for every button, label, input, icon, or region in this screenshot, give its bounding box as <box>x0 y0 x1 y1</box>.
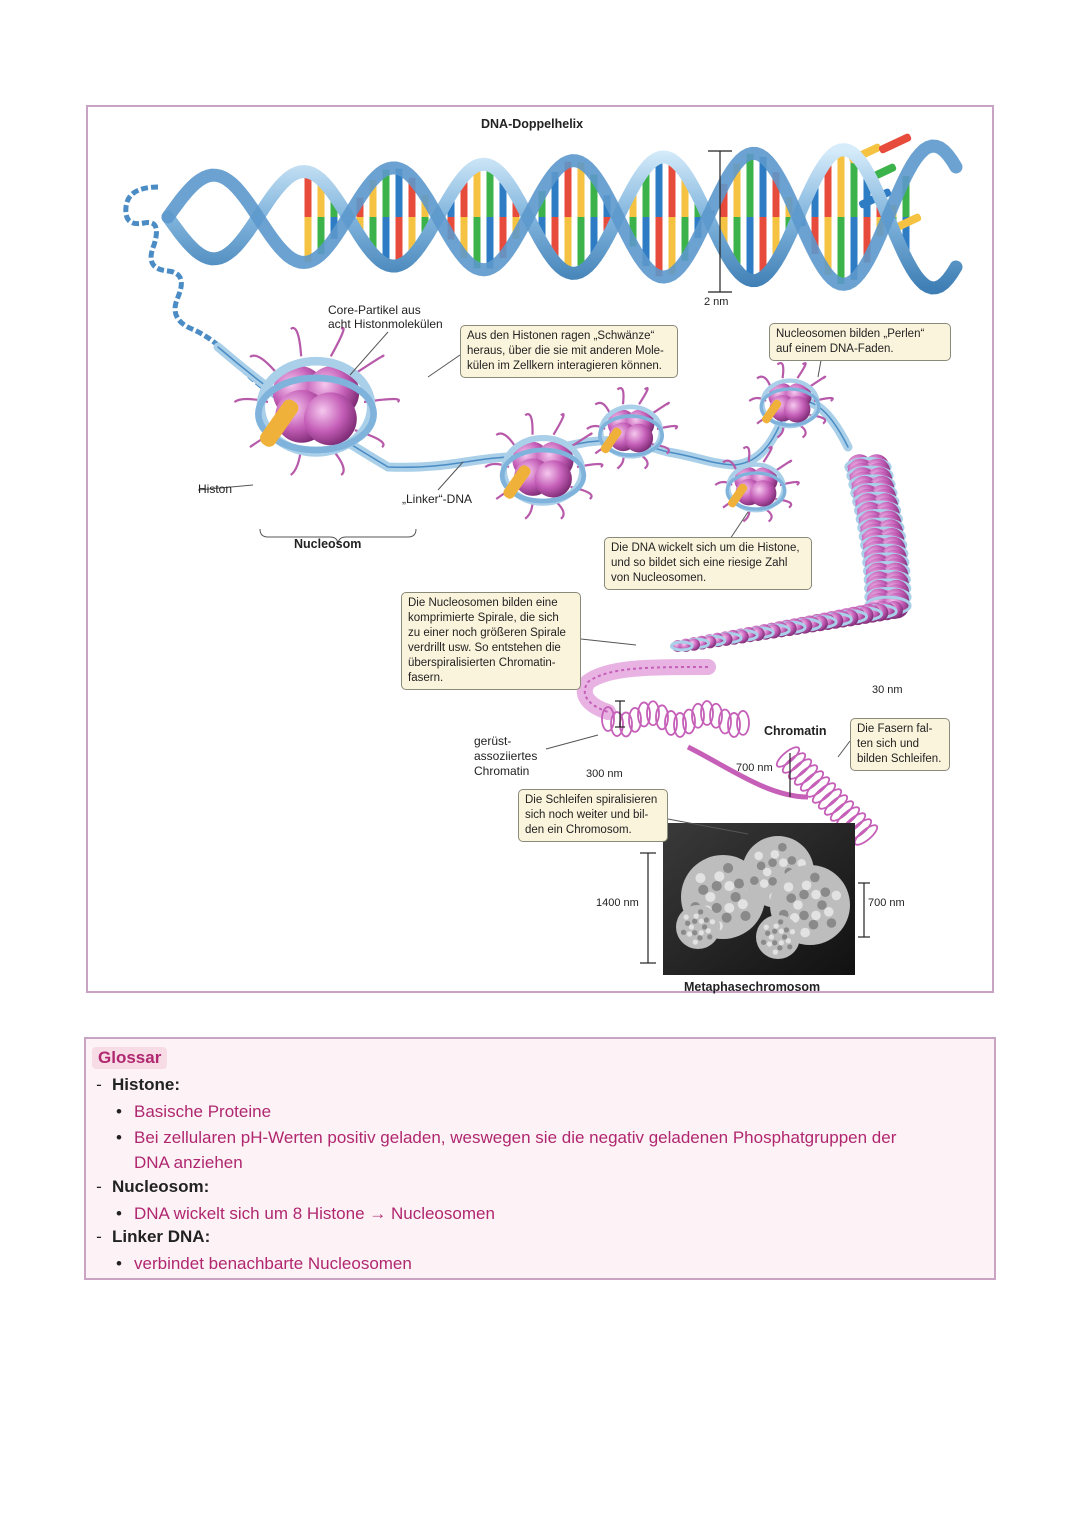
helix-title: DNA-Doppelhelix <box>481 117 584 131</box>
glossary-term-histone: - Histone: <box>96 1075 180 1094</box>
glossary-box <box>84 1037 996 1280</box>
glossary-title: Glossar <box>92 1047 167 1069</box>
glossary-term-linker-dna: - Linker DNA: <box>96 1227 211 1246</box>
label-chromatin: Chromatin <box>764 724 827 738</box>
label-scaffold-1: gerüst- <box>474 734 512 748</box>
label-700nm-b: 700 nm <box>868 897 905 909</box>
callout-spiral: Die Nucleosomen bilden eine komprimierte Spirale, die sich zu einer noch größeren Spirale verdrillt usw. So entstehen die überspiralisierten Chromatin- fasern. <box>401 592 581 690</box>
label-metaphase: Metaphasechromosom <box>684 980 821 994</box>
label-nucleosom: Nucleosom <box>294 537 362 551</box>
glossary-item: • Bei zellularen pH-Werten positiv geladen, weswegen sie die negativ geladenen Phosphatgruppen der DNA anziehen <box>116 1128 897 1172</box>
label-linker-dna: „Linker“-DNA <box>402 492 473 506</box>
label-2nm: 2 nm <box>704 296 729 308</box>
figure-frame <box>86 105 994 993</box>
callout-wrap: Die DNA wickelt sich um die Histone, und so bildet sich eine riesige Zahl von Nucleosomen. <box>604 537 812 590</box>
glossary-term-nucleosom: - Nucleosom: <box>96 1177 210 1196</box>
label-core-particle-1: Core-Partikel aus <box>328 303 421 317</box>
metaphase-chromosome-photo <box>663 823 855 975</box>
label-core-particle-2: acht Histonmolekülen <box>328 317 443 331</box>
label-700nm-a: 700 nm <box>736 762 773 774</box>
callout-pearls: Nucleosomen bilden „Perlen“ auf einem DNA-Faden. <box>769 323 951 361</box>
glossary-item: • verbindet benachbarte Nucleosomen <box>116 1254 412 1273</box>
callout-tails: Aus den Histonen ragen „Schwänze“ heraus, über die sie mit anderen Mole- külen im Zellkern interagieren können. <box>460 325 678 378</box>
callout-chromosome: Die Schleifen spiralisieren sich noch weiter und bil- den ein Chromosom. <box>518 789 668 842</box>
label-1400nm: 1400 nm <box>596 897 639 909</box>
label-scaffold-3: Chromatin <box>474 764 530 778</box>
label-scaffold-2: assoziiertes <box>474 749 538 763</box>
chromatin-diagram <box>88 107 996 995</box>
glossary-item: • DNA wickelt sich um 8 Histone → Nucleosomen <box>116 1204 495 1223</box>
callout-loops: Die Fasern fal- ten sich und bilden Schleifen. <box>850 718 950 771</box>
label-30nm: 30 nm <box>872 684 903 696</box>
label-300nm: 300 nm <box>586 768 623 780</box>
glossary-item: • Basische Proteine <box>116 1102 272 1121</box>
label-histon: Histon <box>198 482 233 496</box>
